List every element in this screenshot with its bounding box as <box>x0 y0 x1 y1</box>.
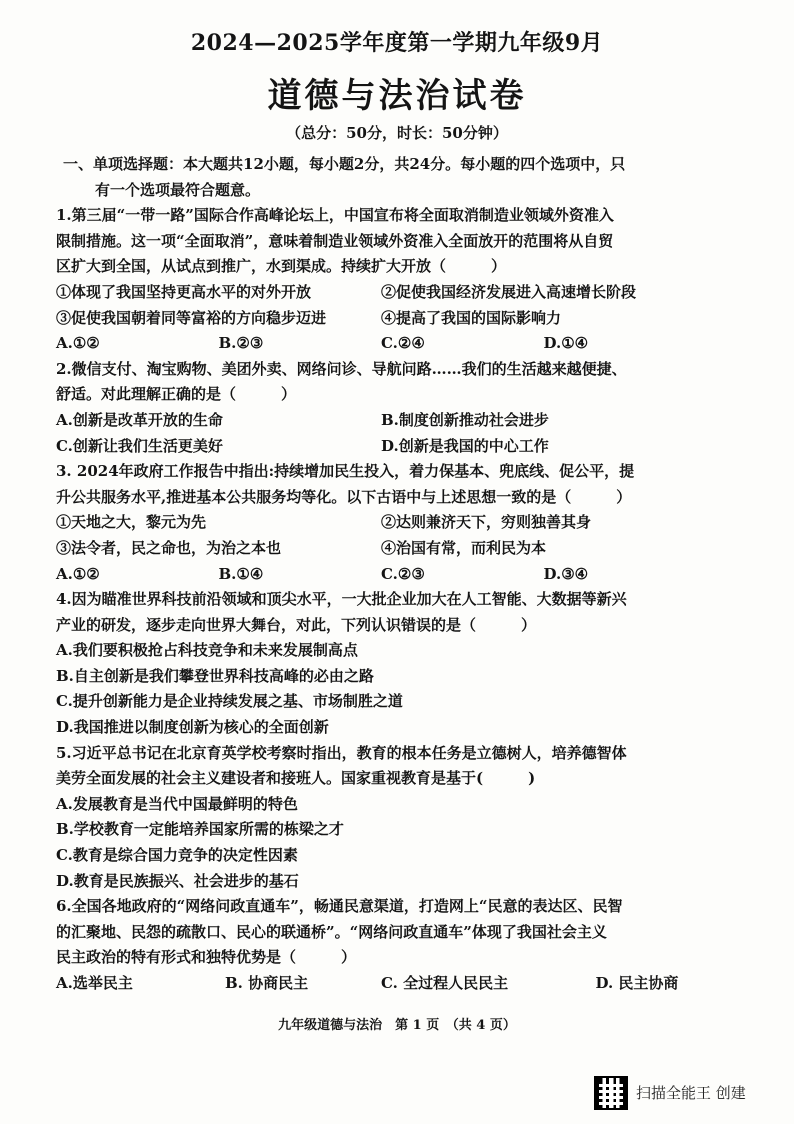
question-4-stem-line: 4.因为瞄准世界科技前沿领域和顶尖水平，一大批企业加大在人工智能、大数据等新兴 <box>56 590 627 609</box>
question-1-option-b: B.②③ <box>218 334 264 353</box>
exam-title-line1: 2024—2025学年度第一学期九年级9月 <box>190 30 604 56</box>
question-4-option-d: D.我国推进以制度创新为核心的全面创新 <box>56 718 329 737</box>
page-footer: 九年级道德与法治 第 1 页 （共 4 页） <box>278 1018 516 1033</box>
question-4-option-c: C.提升创新能力是企业持续发展之基、市场制胜之道 <box>56 692 403 711</box>
question-3-item: ④治国有常，而利民为本 <box>381 538 547 557</box>
question-1-item: ①体现了我国坚持更高水平的对外开放 <box>56 282 312 301</box>
question-2-option-d: D.创新是我国的中心工作 <box>381 436 549 455</box>
question-1-option-c: C.②④ <box>381 334 425 353</box>
question-5-stem-line: 5.习近平总书记在北京育英学校考察时指出，教育的根本任务是立德树人，培养德智体 <box>56 743 627 762</box>
question-3-item: ①天地之大，黎元为先 <box>56 513 207 532</box>
question-3 <box>56 459 706 587</box>
question-4-option-b: B.自主创新是我们攀登世界科技高峰的必由之路 <box>56 666 374 685</box>
question-4-option-a: A.我们要积极抢占科技竞争和未来发展制高点 <box>56 641 358 660</box>
question-5-option-b: B.学校教育一定能培养国家所需的栋梁之才 <box>56 820 344 839</box>
qr-code-icon <box>594 1076 628 1110</box>
question-2-stem-line: 舒适。对此理解正确的是（ ） <box>56 385 297 404</box>
question-3-option-c: C.②③ <box>381 564 425 583</box>
exam-meta: （总分：50分，时长：50分钟） <box>286 124 508 142</box>
section-heading-line2: 有一个选项最符合题意。 <box>95 180 261 199</box>
question-6-stem-line: 的汇聚地、民怨的疏散口、民心的联通桥”。“网络问政直通车”体现了我国社会主义 <box>56 922 607 941</box>
question-3-stem-line: 升公共服务水平,推进基本公共服务均等化。以下古语中与上述思想一致的是（ ） <box>56 487 632 506</box>
question-4 <box>56 587 706 741</box>
question-2-option-a: A.创新是改革开放的生命 <box>56 410 223 429</box>
question-1-stem-line: 限制措施。这一项“全面取消”，意味着制造业领域外资准入全面放开的范围将从自贸 <box>56 231 614 250</box>
question-1-stem-line: 1.第三届“一带一路”国际合作高峰论坛上，中国宣布将全面取消制造业领域外资准入 <box>56 206 614 225</box>
question-2 <box>56 357 706 459</box>
question-3-option-d: D.③④ <box>543 564 589 583</box>
question-1-stem-line: 区扩大到全国，从试点到推广，水到渠成。持续扩大开放（ ） <box>56 257 507 276</box>
question-6-stem-line: 民主政治的特有形式和独特优势是（ ） <box>56 948 357 967</box>
question-5 <box>56 741 706 895</box>
scanner-watermark: 扫描全能王 创建 <box>636 1084 746 1102</box>
question-6 <box>56 894 706 996</box>
question-2-option-b: B.制度创新推动社会进步 <box>381 410 549 429</box>
question-2-stem-line: 2.微信支付、淘宝购物、美团外卖、网络问诊、导航问路……我们的生活越来越便捷、 <box>56 359 627 378</box>
section-heading-line1: 一、单项选择题：本大题共12小题，每小题2分，共24分。每小题的四个选项中，只 <box>63 155 626 173</box>
question-5-option-c: C.教育是综合国力竞争的决定性因素 <box>56 846 298 865</box>
question-3-item: ③法令者，民之命也，为治之本也 <box>56 538 282 557</box>
exam-title-subject: 道德与法治试卷 <box>267 76 527 116</box>
question-1-item: ④提高了我国的国际影响力 <box>381 308 562 327</box>
question-1-option-a: A.①② <box>56 334 100 353</box>
exam-content <box>56 152 706 997</box>
question-4-stem-line: 产业的研发，逐步走向世界大舞台，对此，下列认识错误的是（ ） <box>56 615 537 634</box>
question-6-option-c: C. 全过程人民民主 <box>381 974 509 992</box>
question-2-option-c: C.创新让我们生活更美好 <box>56 436 223 455</box>
question-5-option-a: A.发展教育是当代中国最鲜明的特色 <box>56 794 298 813</box>
question-3-stem-line: 3. 2024年政府工作报告中指出:持续增加民生投入，着力保基本、兜底线、促公平，提 <box>56 462 635 481</box>
question-5-option-d: D.教育是民族振兴、社会进步的基石 <box>56 871 299 890</box>
question-3-item: ②达则兼济天下，穷则独善其身 <box>381 513 592 532</box>
question-3-option-a: A.①② <box>56 564 100 583</box>
question-5-stem-line: 美劳全面发展的社会主义建设者和接班人。国家重视教育是基于( ) <box>56 769 536 788</box>
question-1-item: ③促使我国朝着同等富裕的方向稳步迈进 <box>56 308 327 327</box>
question-1-option-d: D.①④ <box>543 334 589 353</box>
question-3-option-b: B.①④ <box>218 564 264 583</box>
question-6-option-b: B. 协商民主 <box>225 974 309 992</box>
question-1 <box>56 203 706 357</box>
section-heading <box>56 152 706 203</box>
question-6-option-a: A.选举民主 <box>56 974 133 992</box>
question-6-option-d: D. 民主协商 <box>595 974 679 992</box>
question-6-stem-line: 6.全国各地政府的“网络问政直通车”，畅通民意渠道，打造网上“民意的表达区、民智 <box>56 897 623 916</box>
question-1-item: ②促使我国经济发展进入高速增长阶段 <box>381 282 637 301</box>
